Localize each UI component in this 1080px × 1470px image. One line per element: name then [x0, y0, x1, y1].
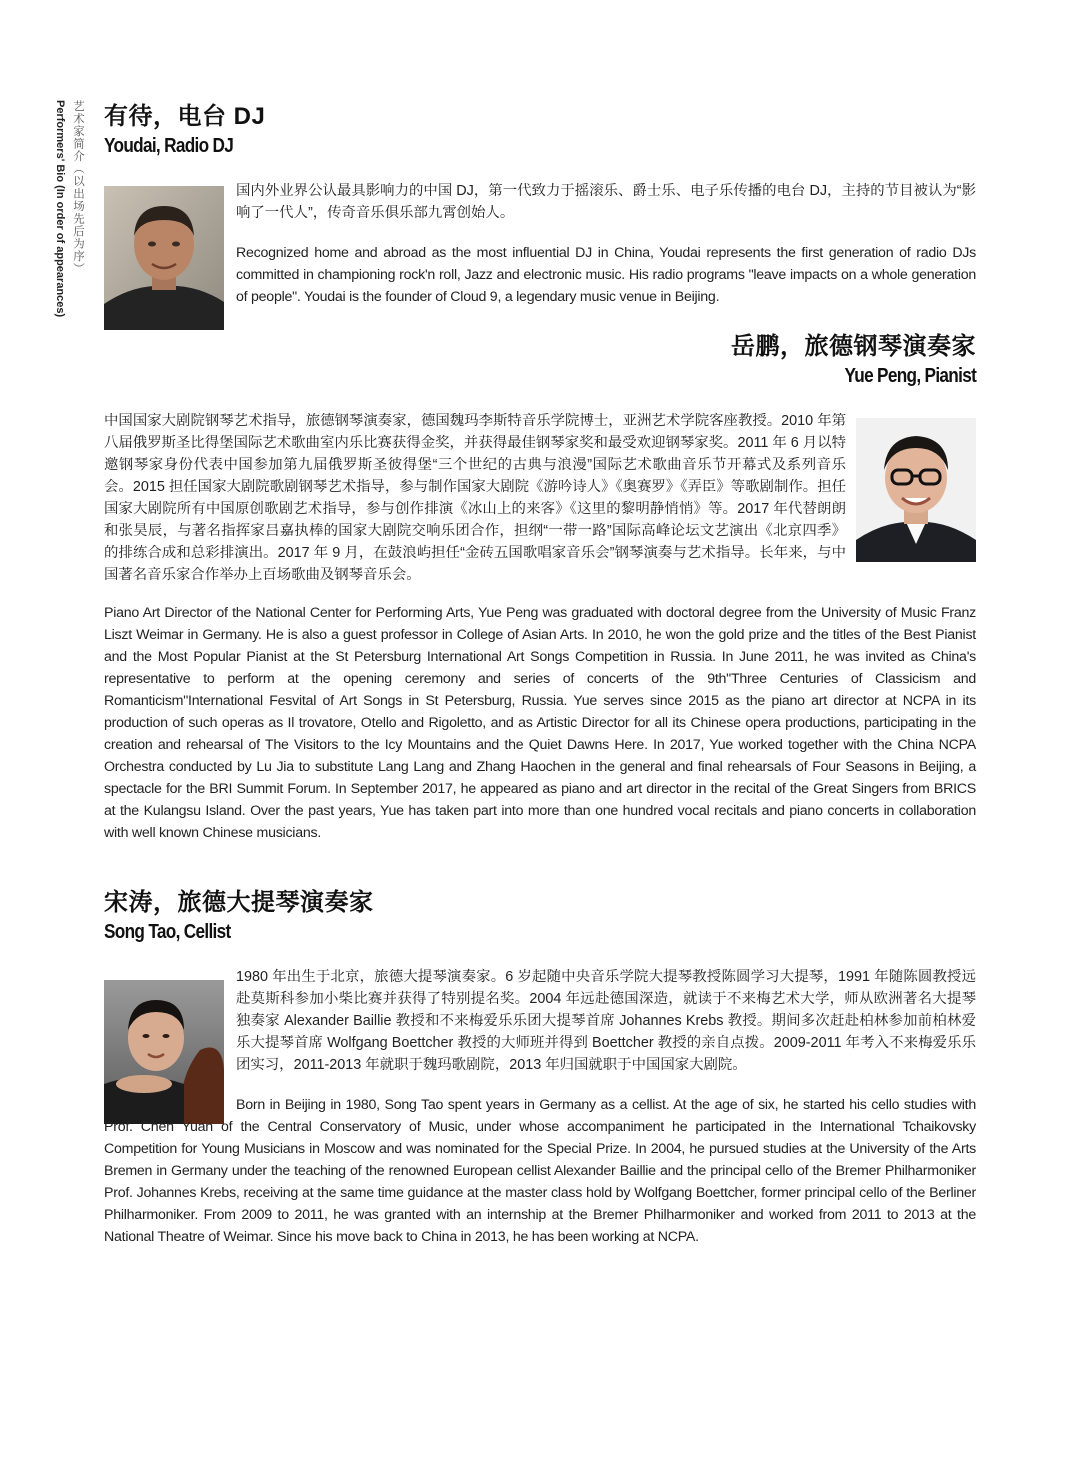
performer-3-bio-cn: 1980 年出生于北京，旅德大提琴演奏家。6 岁起随中央音乐学院大提琴教授陈圆学习大提琴，1991 年随陈圆教授远赴莫斯科参加小柴比赛并获得了特别提名奖。2004 年远赴德国深造，就读于不来梅艺术大学，师从欧洲著名大提琴独奏家 Alexander Baillie 教授和不来梅爱乐乐团大提琴首席 Johannes Krebs 教授。期间多次赶赴柏林参加前柏林爱乐大提琴首席 Wolfgang Boettcher 教授的大师班并得到 Boettcher 教授的亲自点拨。2009-2011 年考入不来梅爱乐乐团实习，2011-2013 年就职于魏玛歌剧院，2013 年归国就职于中国国家大剧院。 — [236, 969, 976, 1073]
section-sidebar-label — [50, 100, 90, 318]
performer-2-photo — [856, 418, 976, 562]
sidebar-label-en: Performers' Bio (In order of appearances) — [54, 100, 66, 318]
performer-2-name-en: Yue Peng, Pianist — [844, 365, 976, 387]
performer-3-name-en: Song Tao, Cellist — [104, 921, 231, 943]
performer-1-name-cn: 有待，电台 DJ — [104, 103, 266, 130]
performer-3-bio-en: Born in Beijing in 1980, Song Tao spent years in Germany as a cellist. At the age of six, he started his cello studies with Prof. Chen Yuan of the Central Conservatory of Music, under whose accompaniment he participated in the International Tchaikovsky Competition for Young Musicians in Moscow and was nominated for the Special Prize. In 2004, he pursued studies at the University of the Arts Bremen in Germany under the teaching of the renowned European cellist Alexander Baillie and the principal cello of the Bremer Philharmoniker Prof. Johannes Krebs, receiving at the same time guidance at the master class hold by Wolfgang Boettcher, former principal cello of the Berliner Philharmoniker. From 2009 to 2011, he was granted with an internship at the Bremer Philharmoniker and worked from 2011 to 2013 at the National Theatre of Weimar. Since his move back to China in 2013, he has been working at NCPA. — [104, 1097, 976, 1245]
performer-1-bio-en: Recognized home and abroad as the most influential DJ in China, Youdai represents the first generation of radio DJs committed in championing rock'n roll, Jazz and electronic music. His radio programs "leave impacts on a whole generation of people". Youdai is the founder of Cloud 9, a legendary music venue in Beijing. — [236, 245, 976, 305]
performer-2-name-cn: 岳鹏，旅德钢琴演奏家 — [731, 333, 976, 360]
performer-2-bio-cn: 中国国家大剧院钢琴艺术指导，旅德钢琴演奏家，德国魏玛李斯特音乐学院博士，亚洲艺术学院客座教授。2010 年第八届俄罗斯圣比得堡国际艺术歌曲室内乐比赛获得金奖，并获得最佳钢琴家奖和最受欢迎钢琴家奖。2011 年 6 月以特邀钢琴家身份代表中国参加第九届俄罗斯圣彼得堡“三个世纪的古典与浪漫”国际艺术歌曲音乐节开幕式及系列音乐会。2015 担任国家大剧院歌剧钢琴艺术指导，参与制作国家大剧院《游吟诗人》《奥赛罗》《弄臣》等歌剧制作。担任国家大剧院所有中国原创歌剧艺术指导，参与创作排演《冰山上的来客》《这里的黎明静悄悄》等。2017 年代替朗朗和张昊辰，与著名指挥家吕嘉执棒的国家大剧院交响乐团合作，担纲“一带一路”国际高峰论坛文艺演出《北京四季》的排练合成和总彩排演出。2017 年 9 月，在鼓浪屿担任“金砖五国歌唱家音乐会”钢琴演奏与艺术指导。长年来，与中国著名音乐家合作举办上百场歌曲及钢琴音乐会。 — [104, 413, 846, 583]
sidebar-label-cn: 艺术家简介（以出场先后为序） — [72, 100, 84, 275]
performer-2-bio-en: Piano Art Director of the National Center for Performing Arts, Yue Peng was graduated with doctoral degree from the University of Music Franz Liszt Weimar in Germany. He is also a guest professor in College of Asian Arts. In 2010, he won the gold prize and the titles of the Best Pianist and the Most Popular Pianist at the St Petersburg International Art Songs Competition in Russia. In June 2011, he was invited as China's representative to perform at the opening ceremony and series of concerts of the 9th"Three Centuries of Classicism and Romanticism"International Fesvital of Art Songs in St Petersburg, Russia. Yue serves since 2015 as the piano art director at NCPA in its production of such operas as Il trovatore, Otello and Rigoletto, and as Artistic Director for all its Chinese opera productions, participating in the creation and rehearsal of The Visitors to the Icy Mountains and the Quiet Dawns Here. In 2017, Yue worked together with the China NCPA Orchestra conducted by Lu Jia to substitute Lang Lang and Zhang Haochen in the general and final rehearsals of Four Seasons in Beijing, a spectacle for the BRI Summit Forum. In September 2017, he appeared as piano and art director in the recital of the Great Singers from BRICS at the Kulangsu Island. Over the past years, Yue has taken part into more than one hundred vocal recitals and piano concerts in collaboration with well known Chinese musicians. — [104, 605, 976, 841]
performer-1-photo — [104, 186, 224, 330]
performer-1-bio-cn: 国内外业界公认最具影响力的中国 DJ，第一代致力于摇滚乐、爵士乐、电子乐传播的电台 DJ，主持的节目被认为“影响了一代人”，传奇音乐俱乐部九霄创始人。 — [236, 183, 976, 221]
performer-3-name-cn: 宋涛，旅德大提琴演奏家 — [104, 889, 374, 916]
performer-1-name-en: Youdai, Radio DJ — [104, 135, 234, 157]
